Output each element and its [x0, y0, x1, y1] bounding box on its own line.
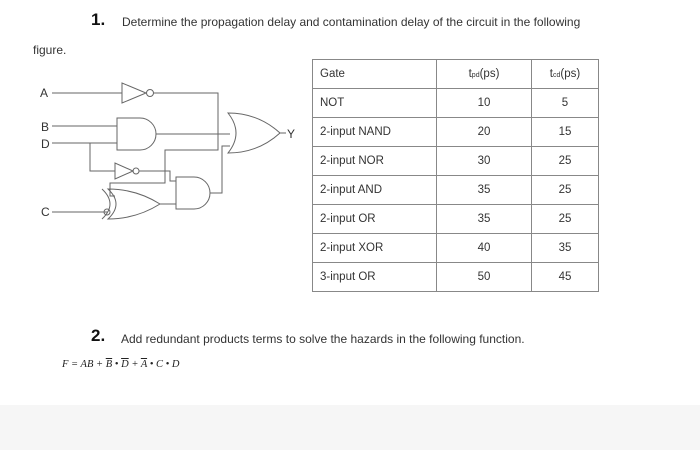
- and-gate-bd: [117, 118, 156, 150]
- formula-rest: • C • D: [147, 359, 180, 370]
- cell-gate: NOT: [313, 89, 437, 118]
- input-label-a: A: [40, 86, 49, 100]
- wire-d-branch: [90, 143, 115, 171]
- cell-tpd: 50: [437, 263, 532, 292]
- cell-tpd: 20: [437, 118, 532, 147]
- header-tcd: tcd(ps): [532, 60, 599, 89]
- not-gate-a-bubble: [147, 90, 154, 97]
- circuit-diagram: [0, 0, 310, 260]
- cell-tcd: 5: [532, 89, 599, 118]
- table-row: [313, 234, 599, 263]
- table-row: [313, 147, 599, 176]
- input-label-b: B: [41, 120, 50, 134]
- input-label-d: D: [41, 137, 50, 151]
- cell-gate: 2-input AND: [313, 176, 437, 205]
- formula-lhs: F = AB +: [62, 359, 106, 370]
- cell-tcd: 25: [532, 176, 599, 205]
- cell-gate: 3-input OR: [313, 263, 437, 292]
- output-label-y: Y: [287, 127, 296, 141]
- cell-gate: 2-input XOR: [313, 234, 437, 263]
- not-gate-d: [115, 163, 133, 179]
- not-gate-a: [122, 83, 146, 103]
- cell-tcd: 45: [532, 263, 599, 292]
- header-gate: Gate: [313, 60, 437, 89]
- input-label-c: C: [41, 205, 50, 219]
- and-gate-lower: [176, 177, 210, 209]
- cell-tcd: 35: [532, 234, 599, 263]
- table-row: [313, 176, 599, 205]
- or-gate-output: [228, 113, 280, 153]
- question-1-continuation: figure.: [33, 43, 67, 57]
- formula-a-bar: $\overline{A}$: [140, 359, 148, 370]
- formula-dot: •: [112, 359, 122, 370]
- formula-plus: +: [128, 359, 141, 370]
- question-1-number: 1.: [91, 10, 106, 29]
- page-bottom-band: [0, 405, 700, 450]
- table-row: [313, 263, 599, 292]
- wire-a-not: [110, 93, 218, 196]
- gate-delay-table: [312, 59, 599, 292]
- wire-and-to-or-2: [210, 146, 230, 193]
- header-tpd: tpd(ps): [437, 60, 532, 89]
- cell-tpd: 30: [437, 147, 532, 176]
- wire-d-not: [139, 171, 176, 181]
- cell-tcd: 25: [532, 205, 599, 234]
- question-2-number: 2.: [91, 326, 106, 345]
- question-1-text: Determine the propagation delay and contamination delay of the circuit in the following: [122, 15, 581, 29]
- cell-gate: 2-input OR: [313, 205, 437, 234]
- table-row: [313, 89, 599, 118]
- question-2-text: Add redundant products terms to solve the hazards in the following function.: [121, 332, 525, 346]
- boolean-function: [62, 359, 180, 370]
- cell-tcd: 15: [532, 118, 599, 147]
- formula-d-bar: $\overline{D}$: [121, 359, 129, 370]
- table-row: [313, 118, 599, 147]
- cell-tcd: 25: [532, 147, 599, 176]
- cell-gate: 2-input NOR: [313, 147, 437, 176]
- formula-b-bar: $\overline{B}$: [105, 359, 113, 370]
- table-header-row: [313, 60, 599, 89]
- cell-tpd: 10: [437, 89, 532, 118]
- table-row: [313, 205, 599, 234]
- cell-gate: 2-input NAND: [313, 118, 437, 147]
- cell-tpd: 40: [437, 234, 532, 263]
- or-gate-lower: [108, 189, 160, 219]
- cell-tpd: 35: [437, 176, 532, 205]
- cell-tpd: 35: [437, 205, 532, 234]
